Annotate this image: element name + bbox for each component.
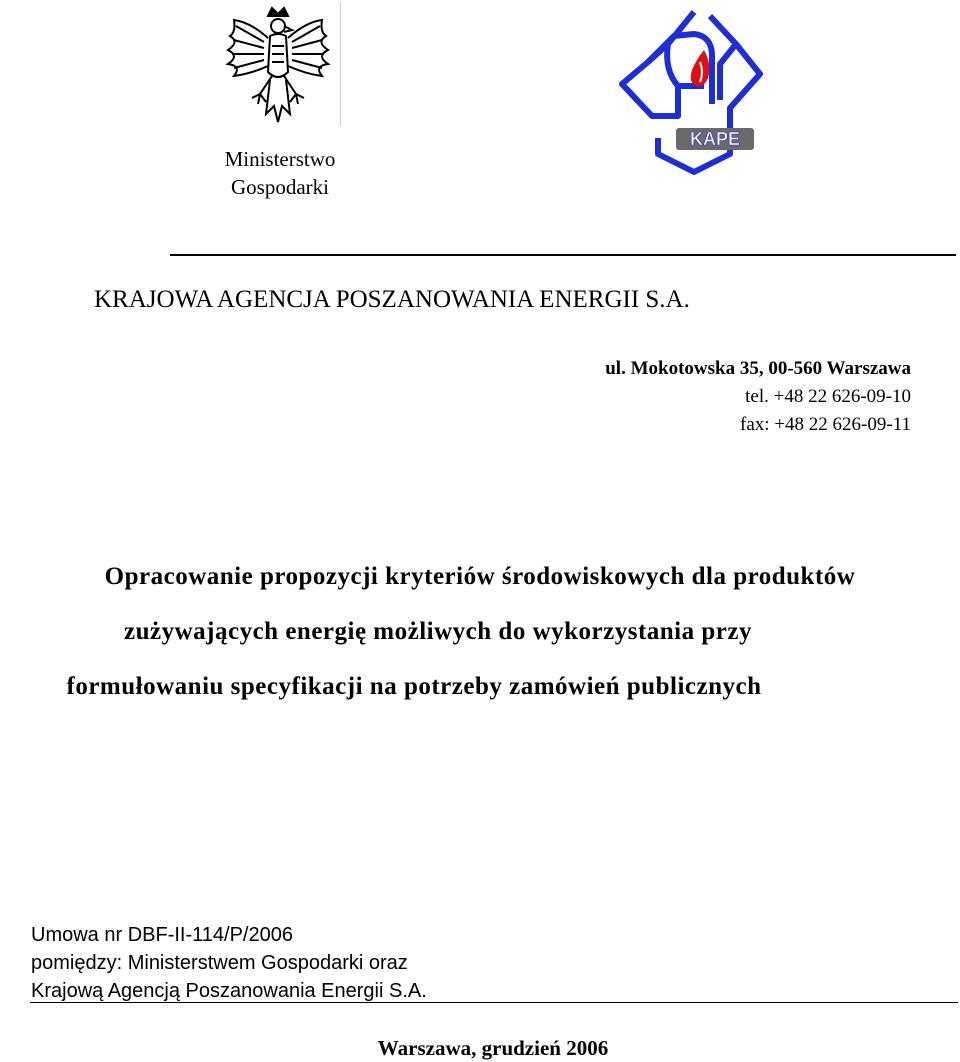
kape-logo-text: KAPE [689,129,741,149]
kape-logo-icon [608,4,780,180]
polish-eagle-emblem-icon [214,2,342,130]
agency-name: KRAJOWA AGENCJA POSZANOWANIA ENERGII S.A. [94,286,690,313]
ministry-name [200,145,360,201]
agency-address: ul. Mokotowska 35, 00-560 Warszawa [605,358,911,379]
document-title-line-2: zużywających energię możliwych do wykorzystania przy [124,618,752,645]
place-and-date: Warszawa, grudzień 2006 [377,1036,609,1060]
agency-phone: tel. +48 22 626-09-10 [745,386,911,407]
ministry-line-1: Ministerstwo [224,147,336,171]
footer-divider [30,1002,958,1003]
contract-parties-line-1: pomiędzy: Ministerstwem Gospodarki oraz [31,952,408,974]
ministry-line-2: Gospodarki [231,175,329,199]
contract-number: Umowa nr DBF-II-114/P/2006 [31,924,293,946]
agency-fax: fax: +48 22 626-09-11 [740,414,911,435]
document-title-line-3: formułowaniu specyfikacji na potrzeby zamówień publicznych [66,673,762,700]
contract-parties-line-2: Krajową Agencją Poszanowania Energii S.A. [31,980,427,1002]
document-title-line-1: Opracowanie propozycji kryteriów środowiskowych dla produktów [104,563,856,590]
header-divider [170,254,956,256]
